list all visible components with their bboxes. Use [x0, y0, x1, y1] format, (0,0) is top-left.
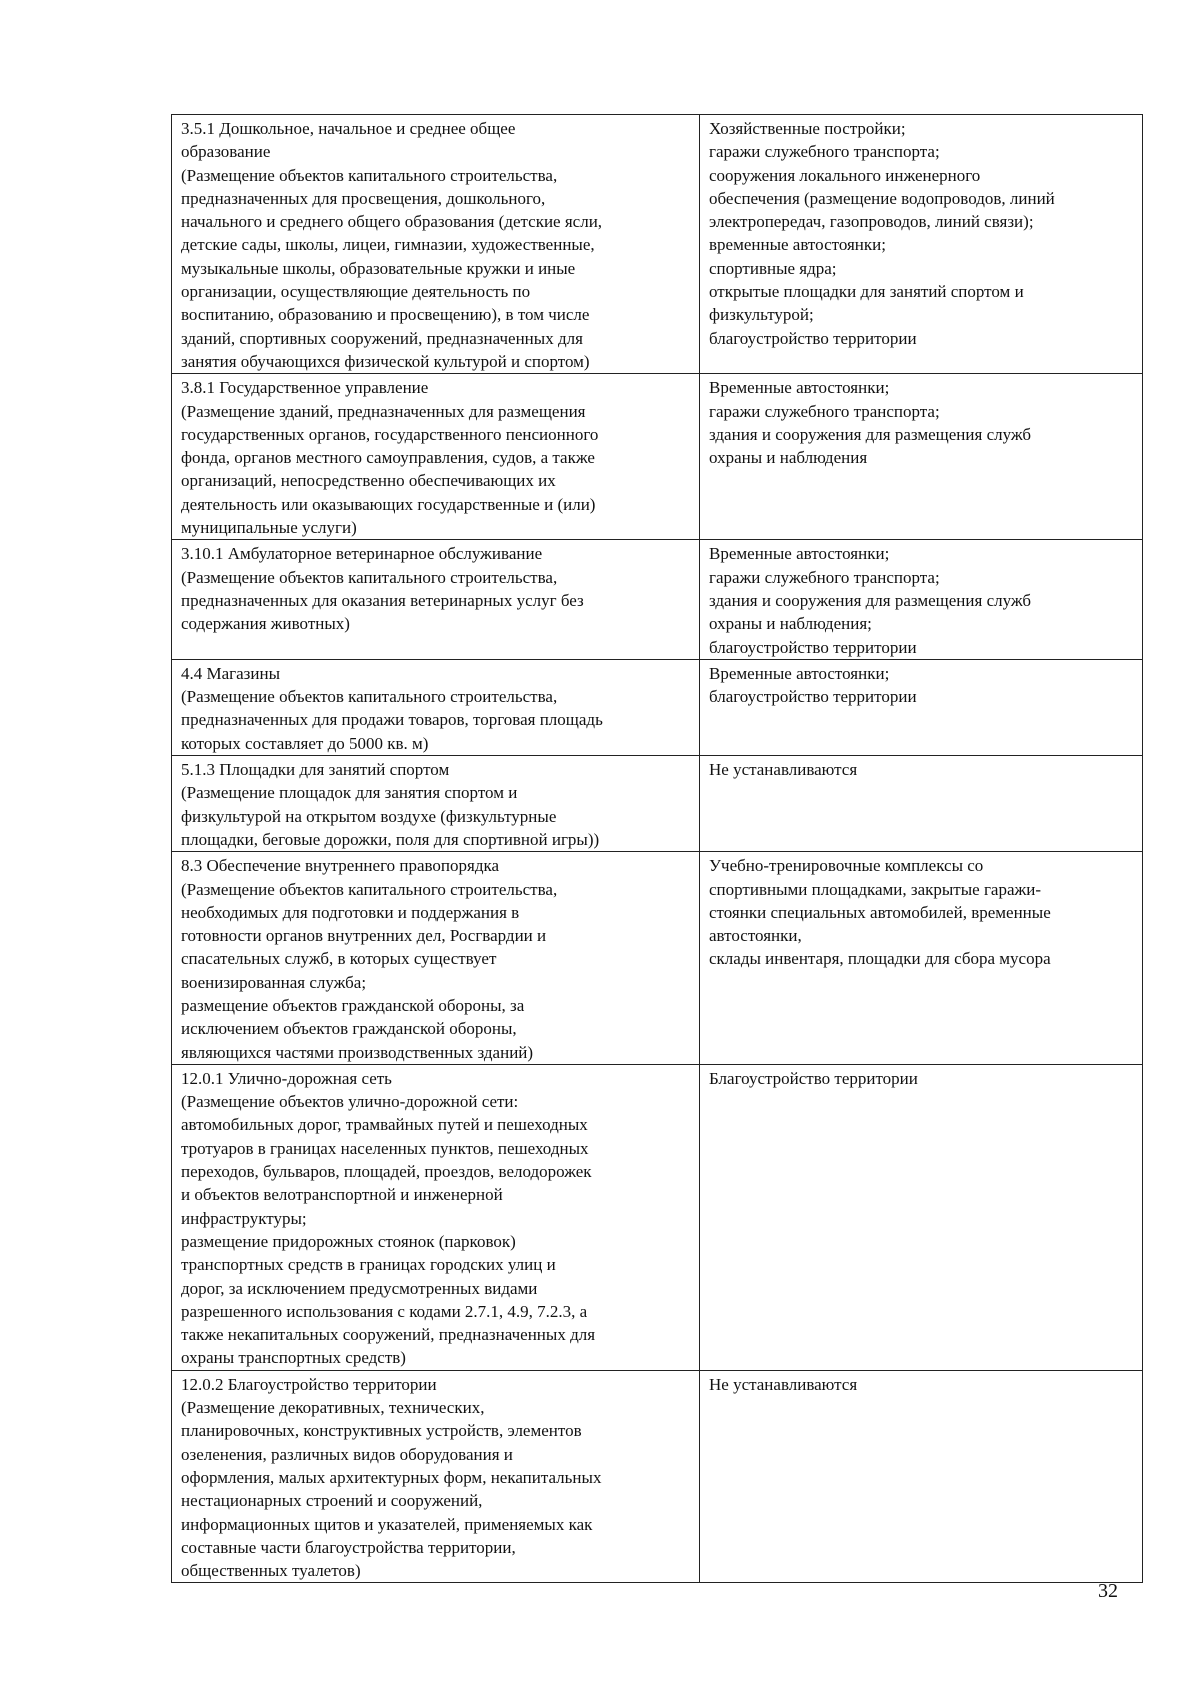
text-line: военизированная служба; [181, 972, 367, 992]
text-line: гаражи служебного транспорта; [709, 401, 940, 421]
text-line: 5.1.3 Площадки для занятий спортом [181, 760, 450, 780]
text-line: организации, осуществляющие деятельность по [181, 282, 531, 302]
table-row [172, 540, 1143, 659]
text-line: исключением объектов гражданской обороны, [181, 1019, 517, 1039]
text-line: тротуаров в границах населенных пунктов, пешеходных [181, 1138, 589, 1158]
text-line: Временные автостоянки; [709, 378, 890, 398]
text-line: охраны и наблюдения; [709, 614, 872, 634]
auxiliary-use-cell [700, 852, 1143, 1065]
text-line: предназначенных для оказания ветеринарных услуг без [181, 590, 584, 610]
text-line: физкультурой; [709, 305, 814, 325]
text-line: Временные автостоянки; [709, 544, 890, 564]
text-line: транспортных средств в границах городских улиц и [181, 1255, 556, 1275]
text-line: склады инвентаря, площадки для сбора мусора [709, 949, 1051, 969]
text-line: и объектов велотранспортной и инженерной [181, 1185, 503, 1205]
text-line: спасательных служб, в которых существует [181, 949, 497, 969]
text-line: благоустройство территории [709, 687, 917, 707]
table-row [172, 1064, 1143, 1370]
text-line: инфраструктуры; [181, 1208, 307, 1228]
text-line: 8.3 Обеспечение внутреннего правопорядка [181, 856, 500, 876]
text-line: предназначенных для продажи товаров, торговая площадь [181, 710, 603, 730]
text-line: являющихся частями производственных зданий) [181, 1042, 534, 1062]
text-line: которых составляет до 5000 кв. м) [181, 733, 429, 753]
text-line: (Размещение декоративных, технических, [181, 1398, 485, 1418]
text-line: дорог, за исключением предусмотренных видами [181, 1278, 538, 1298]
text-line: Не устанавливаются [709, 1374, 858, 1394]
text-line: 12.0.1 Улично-дорожная сеть [181, 1068, 392, 1088]
text-line: государственных органов, государственного пенсионного [181, 424, 599, 444]
land-use-type-cell [172, 115, 700, 374]
text-line: размещение объектов гражданской обороны, за [181, 995, 525, 1015]
text-line: 4.4 Магазины [181, 663, 281, 683]
text-line: музыкальные школы, образовательные кружки и иные [181, 258, 576, 278]
text-line: предназначенных для просвещения, дошкольного, [181, 188, 546, 208]
text-line: 12.0.2 Благоустройство территории [181, 1374, 437, 1394]
land-use-type-cell [172, 756, 700, 852]
auxiliary-use-cell [700, 374, 1143, 540]
table-body [172, 115, 1143, 1583]
text-line: (Размещение объектов улично-дорожной сети: [181, 1092, 519, 1112]
auxiliary-use-cell [700, 115, 1143, 374]
table-row [172, 1370, 1143, 1583]
text-line: переходов, бульваров, площадей, проездов, велодорожек [181, 1162, 592, 1182]
text-line: благоустройство территории [709, 637, 917, 657]
text-line: (Размещение зданий, предназначенных для размещения [181, 401, 586, 421]
text-line: здания и сооружения для размещения служб [709, 590, 1032, 610]
text-line: здания и сооружения для размещения служб [709, 424, 1032, 444]
table-row [172, 852, 1143, 1065]
text-line: зданий, спортивных сооружений, предназначенных для [181, 328, 583, 348]
text-line: временные автостоянки; [709, 235, 886, 255]
text-line: благоустройство территории [709, 328, 917, 348]
text-line: гаражи служебного транспорта; [709, 142, 940, 162]
table-row [172, 659, 1143, 755]
text-line: детские сады, школы, лицеи, гимназии, художественные, [181, 235, 595, 255]
text-line: организаций, непосредственно обеспечивающих их [181, 471, 556, 491]
text-line: охраны транспортных средств) [181, 1348, 406, 1368]
text-line: электропередач, газопроводов, линий связи); [709, 212, 1034, 232]
auxiliary-use-cell [700, 1064, 1143, 1370]
page-number: 32 [1098, 1580, 1118, 1602]
text-line: (Размещение объектов капитального строительства, [181, 879, 558, 899]
text-line: Благоустройство территории [709, 1068, 918, 1088]
text-line: автомобильных дорог, трамвайных путей и пешеходных [181, 1115, 588, 1135]
text-line: общественных туалетов) [181, 1561, 361, 1581]
text-line: (Размещение объектов капитального строительства, [181, 165, 558, 185]
text-line: муниципальные услуги) [181, 518, 357, 538]
text-line: также некапитальных сооружений, предназначенных для [181, 1325, 596, 1345]
text-line: 3.10.1 Амбулаторное ветеринарное обслуживание [181, 544, 543, 564]
text-line: 3.8.1 Государственное управление [181, 378, 429, 398]
text-line: планировочных, конструктивных устройств, элементов [181, 1421, 582, 1441]
land-use-type-cell [172, 1370, 700, 1583]
text-line: охраны и наблюдения [709, 448, 868, 468]
text-line: занятия обучающихся физической культурой и спортом) [181, 351, 590, 371]
text-line: Учебно-тренировочные комплексы со [709, 856, 984, 876]
text-line: деятельность или оказывающих государственные и (или) [181, 494, 596, 514]
table-row [172, 115, 1143, 374]
text-line: образование [181, 142, 271, 162]
land-use-type-cell [172, 374, 700, 540]
text-line: содержания животных) [181, 614, 350, 634]
text-line: спортивными площадками, закрытые гаражи- [709, 879, 1042, 899]
text-line: (Размещение объектов капитального строительства, [181, 687, 558, 707]
land-use-table [171, 114, 1143, 1583]
auxiliary-use-cell [700, 659, 1143, 755]
text-line: составные части благоустройства территории, [181, 1537, 516, 1557]
text-line: (Размещение площадок для занятия спортом и [181, 783, 518, 803]
land-use-type-cell [172, 540, 700, 659]
table-row [172, 374, 1143, 540]
text-line: размещение придорожных стоянок (парковок) [181, 1231, 516, 1251]
text-line: разрешенного использования с кодами 2.7.1, 4.9, 7.2.3, а [181, 1301, 588, 1321]
text-line: воспитанию, образованию и просвещению), в том числе [181, 305, 590, 325]
text-line: информационных щитов и указателей, применяемых как [181, 1514, 593, 1534]
text-line: спортивные ядра; [709, 258, 837, 278]
auxiliary-use-cell [700, 1370, 1143, 1583]
land-use-type-cell [172, 852, 700, 1065]
text-line: Хозяйственные постройки; [709, 119, 906, 138]
text-line: нестационарных строений и сооружений, [181, 1491, 483, 1511]
text-line: начального и среднего общего образования (детские ясли, [181, 212, 603, 232]
text-line: 3.5.1 Дошкольное, начальное и среднее общее [181, 119, 516, 138]
text-line: площадки, беговые дорожки, поля для спортивной игры)) [181, 829, 600, 849]
text-line: озеленения, различных видов оборудования и [181, 1444, 513, 1464]
text-line: физкультурой на открытом воздухе (физкультурные [181, 806, 557, 826]
text-line: обеспечения (размещение водопроводов, линий [709, 188, 1055, 208]
text-line: гаражи служебного транспорта; [709, 567, 940, 587]
text-line: оформления, малых архитектурных форм, некапитальных [181, 1467, 602, 1487]
text-line: автостоянки, [709, 926, 802, 946]
text-line: Временные автостоянки; [709, 663, 890, 683]
land-use-type-cell [172, 659, 700, 755]
land-use-type-cell [172, 1064, 700, 1370]
auxiliary-use-cell [700, 756, 1143, 852]
text-line: стоянки специальных автомобилей, временные [709, 902, 1051, 922]
text-line: готовности органов внутренних дел, Росгвардии и [181, 926, 547, 946]
text-line: (Размещение объектов капитального строительства, [181, 567, 558, 587]
text-line: Не устанавливаются [709, 760, 858, 780]
auxiliary-use-cell [700, 540, 1143, 659]
text-line: фонда, органов местного самоуправления, судов, а также [181, 448, 595, 468]
text-line: сооружения локального инженерного [709, 165, 981, 185]
table-row [172, 756, 1143, 852]
text-line: необходимых для подготовки и поддержания в [181, 902, 520, 922]
text-line: открытые площадки для занятий спортом и [709, 282, 1024, 302]
